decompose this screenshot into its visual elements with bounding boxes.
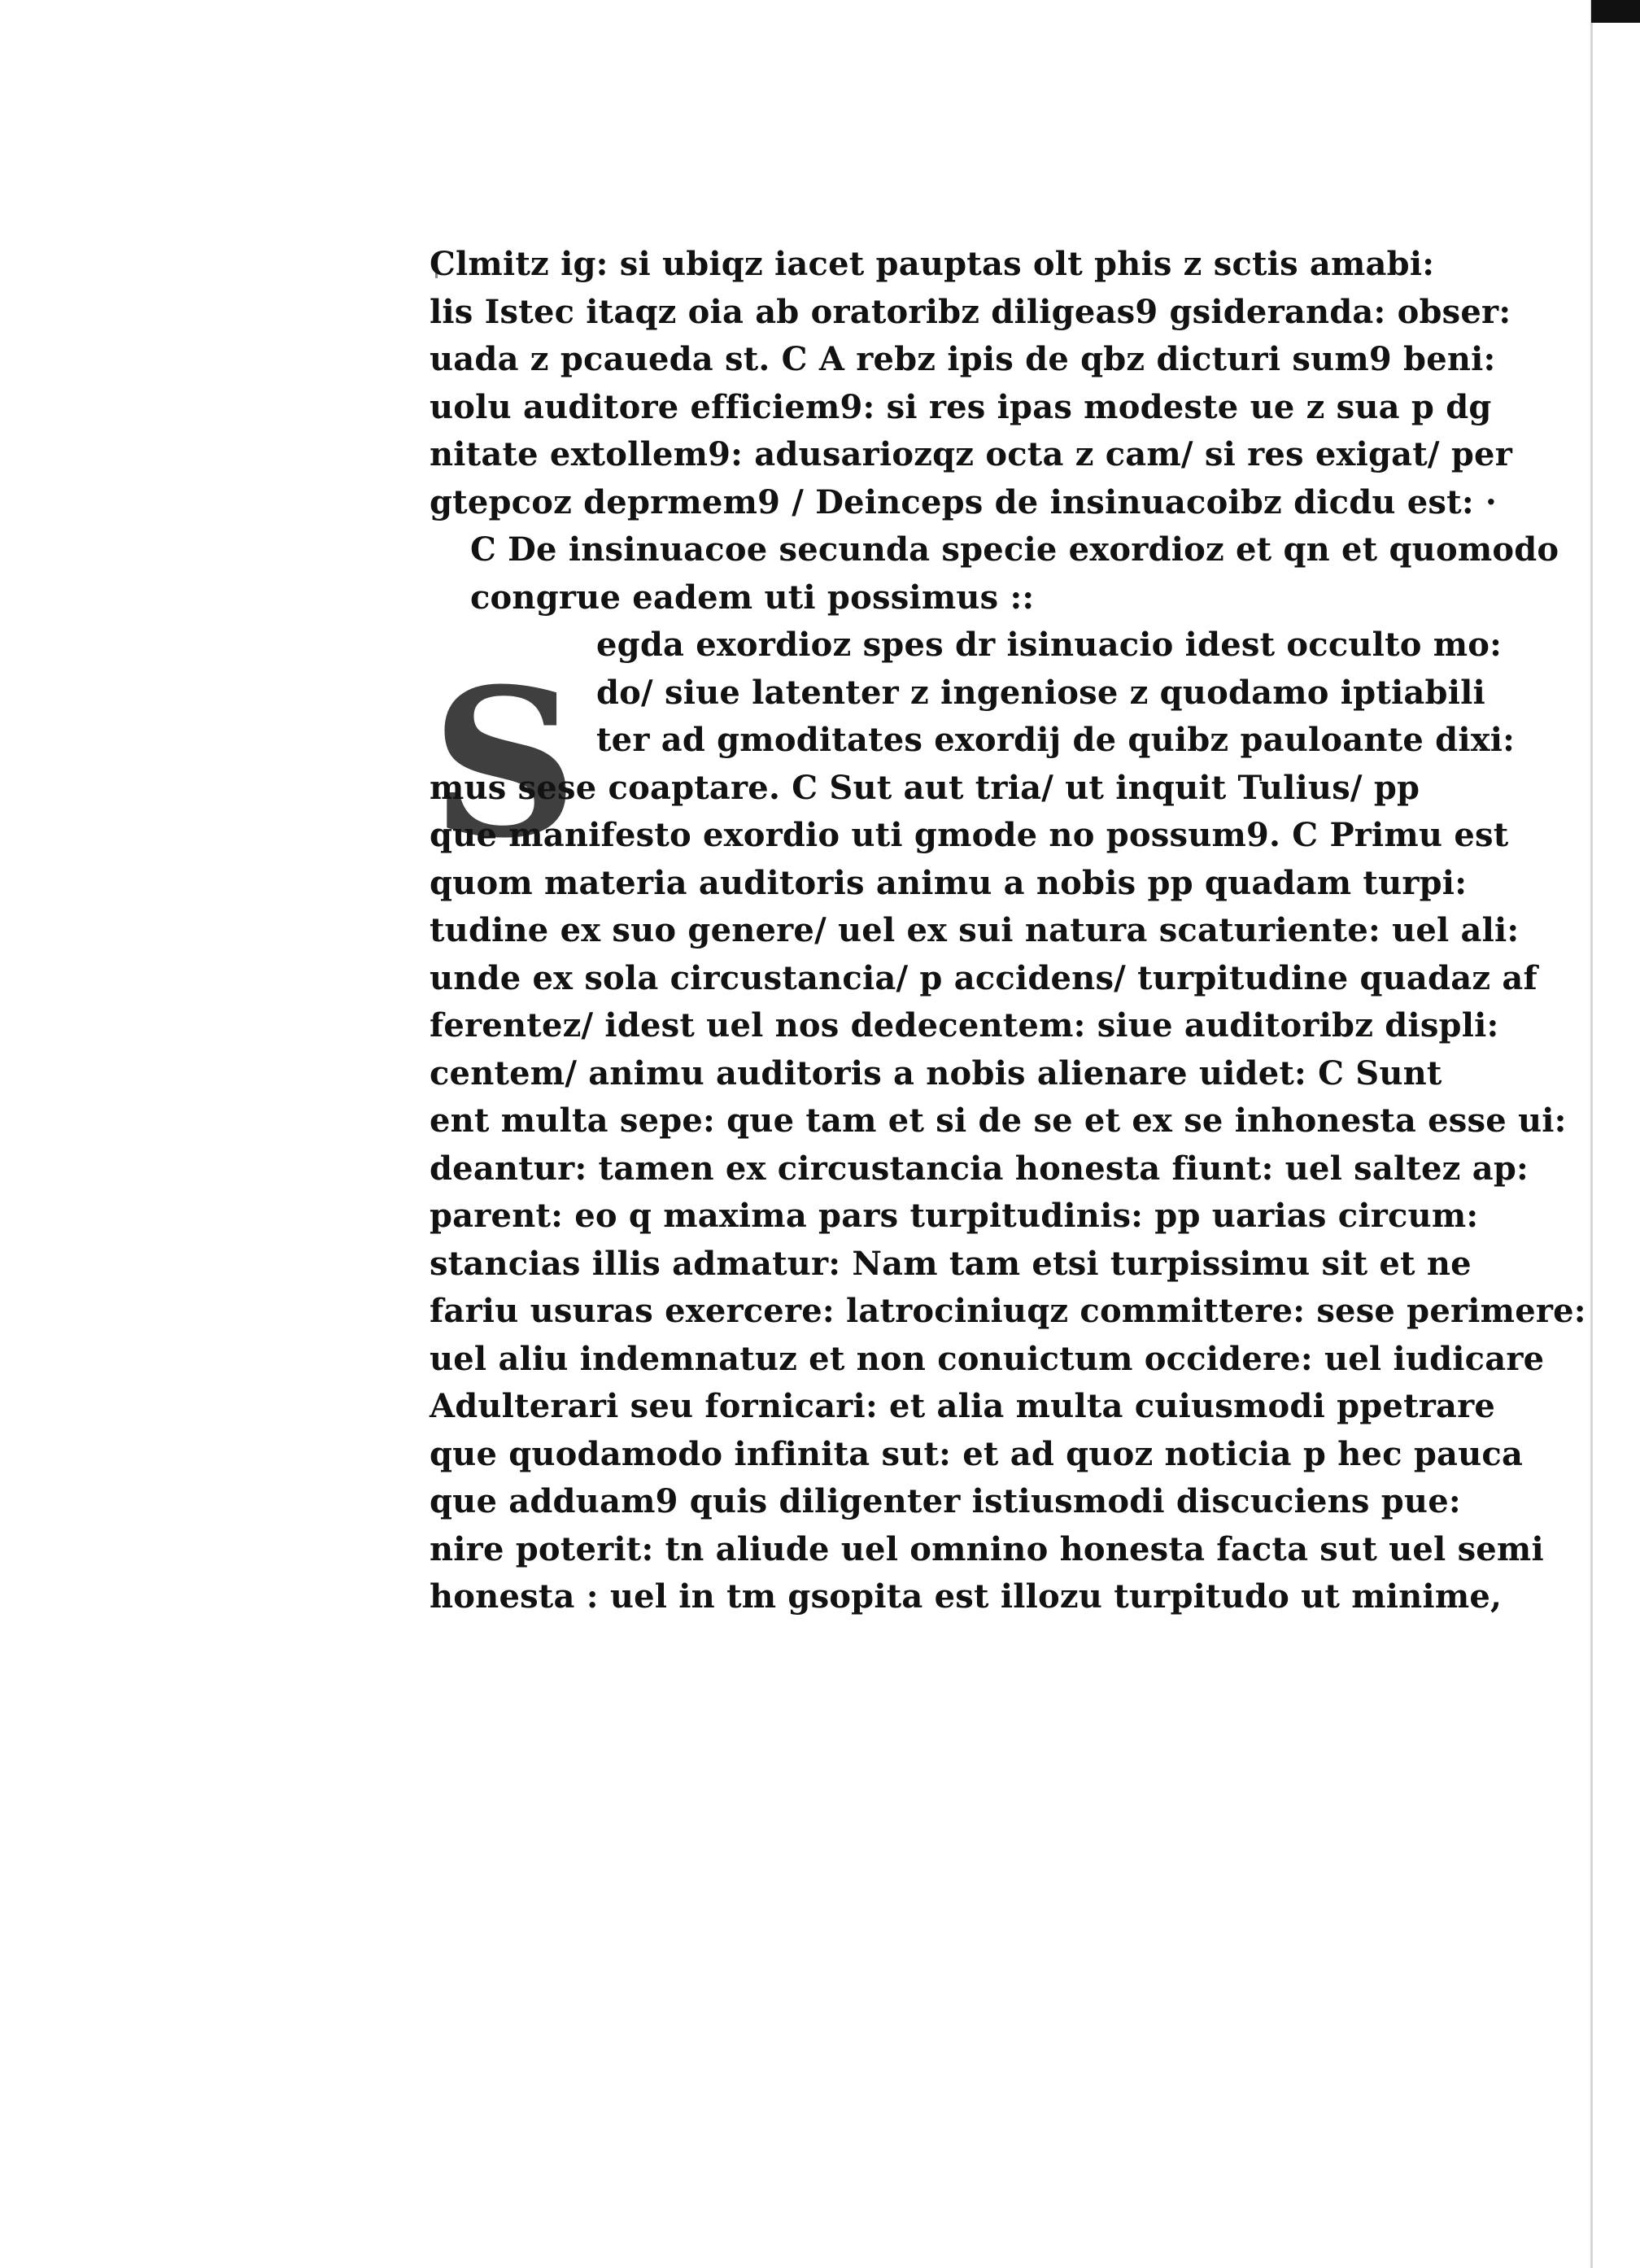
text-line: fariu usuras exercere: latrociniuqz committere: sese perimere: xyxy=(430,1292,1586,1330)
text-line: centem/ animu auditoris a nobis alienare uidet: C Sunt xyxy=(430,1053,1442,1093)
text-line: nitate extollem9: adusariozqz octa z cam/ si res exigat/ per xyxy=(430,435,1512,473)
text-line: tudine ex suo genere/ uel ex sui natura scaturiente: uel ali: xyxy=(430,911,1520,949)
text-line: deantur: tamen ex circustancia honesta fiunt: uel saltez ap: xyxy=(430,1149,1529,1188)
text-line: Clmitz ig: si ubiqz iacet pauptas olt phis z sctis amabi: xyxy=(430,245,1435,283)
text-line: que manifesto exordio uti gmode no possum9. C Primu est xyxy=(430,816,1509,854)
text-block xyxy=(430,241,1586,1621)
initial-letter: S xyxy=(431,643,578,883)
section-heading-line: C De insinuacoe secunda specie exordioz et qn et quomodo xyxy=(470,530,1559,569)
text-line: uel aliu indemnatuz et non conuictum occidere: uel iudicare xyxy=(430,1339,1545,1378)
text-line: lis Istec itaqz oia ab oratoribz diligeas9 gsideranda: obser: xyxy=(430,292,1511,331)
text-line: honesta : uel in tm gsopita est illozu turpitudo ut minime, xyxy=(430,1577,1503,1616)
text-line: quom materia auditoris animu a nobis pp quadam turpi: xyxy=(430,863,1468,902)
text-line: do/ siue latenter z ingeniose z quodamo iptiabili xyxy=(596,673,1485,712)
text-line: mus sese coaptare. C Sut aut tria/ ut inquit Tulius/ pp xyxy=(430,768,1420,807)
text-line: que quodamodo infinita sut: et ad quoz noticia p hec pauca xyxy=(430,1434,1524,1473)
text-line: que adduam9 quis diligenter istiusmodi discuciens pue: xyxy=(430,1482,1461,1520)
text-line: nire poterit: tn aliude uel omnino honesta facta sut uel semi xyxy=(430,1529,1544,1568)
scan-corner-mark xyxy=(1591,0,1640,23)
text-line: Adulterari seu fornicari: et alia multa cuiusmodi ppetrare xyxy=(430,1387,1496,1425)
text-line: unde ex sola circustancia/ p accidens/ turpitudine quadaz af xyxy=(430,958,1538,997)
section-heading-line: congrue eadem uti possimus :: xyxy=(470,578,1035,617)
page-edge xyxy=(1590,0,1640,2268)
text-line: stancias illis admatur: Nam tam etsi turpissimu sit et ne xyxy=(430,1244,1472,1283)
text-line: ent multa sepe: que tam et si de se et ex se inhonesta esse ui: xyxy=(430,1101,1567,1140)
text-line: gtepcoz deprmem9 / Deinceps de insinuacoibz dicdu est: · xyxy=(430,482,1498,521)
text-line: ferentez/ idest uel nos dedecentem: siue auditoribz displi: xyxy=(430,1006,1499,1045)
text-line: egda exordioz spes dr isinuacio idest occulto mo: xyxy=(596,626,1503,664)
text-line: parent: eo q maxima pars turpitudinis: pp uarias circum: xyxy=(430,1197,1479,1235)
text-line: ter ad gmoditates exordij de quibz pauloante dixi: xyxy=(596,721,1516,759)
text-line: uada z pcaueda st. C A rebz ipis de qbz dicturi sum9 beni: xyxy=(430,340,1496,378)
text-line: uolu auditore efficiem9: si res ipas modeste ue z sua p dg xyxy=(430,387,1492,426)
